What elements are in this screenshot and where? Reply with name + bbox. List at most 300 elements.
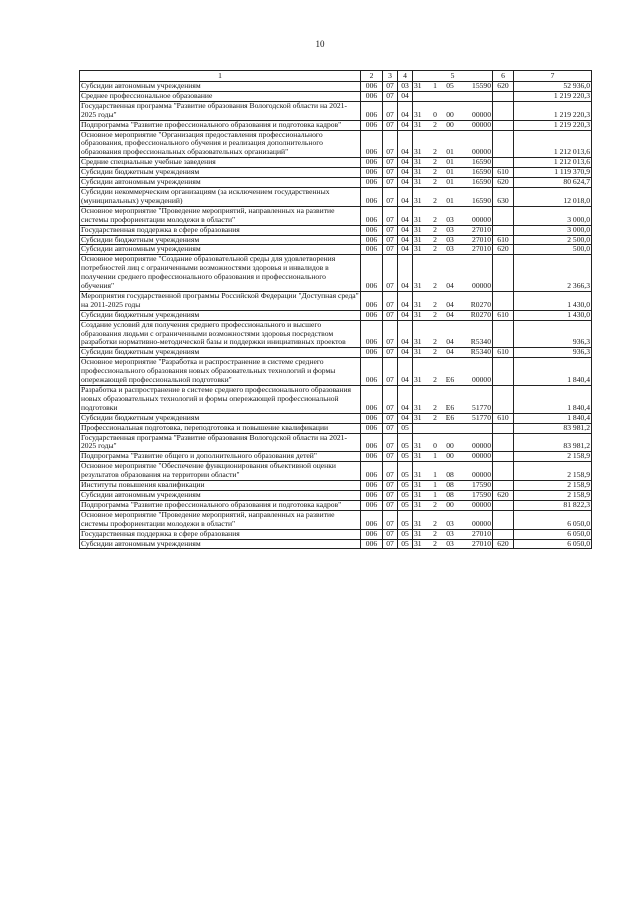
- target-article-parts: [414, 348, 491, 357]
- expense-type-code: 620: [493, 490, 514, 500]
- target-article-part: 2: [433, 244, 437, 254]
- target-article-part: 31: [414, 299, 422, 309]
- amount: 1 219 220,3: [514, 101, 592, 120]
- target-article-parts: [414, 121, 491, 130]
- target-article-code: [413, 245, 493, 255]
- item-name: Субсидии бюджетным учреждениям: [80, 235, 361, 245]
- table-row: [80, 500, 592, 510]
- department-code: 006: [361, 320, 383, 348]
- target-article-code: [413, 178, 493, 188]
- table-row: [80, 158, 592, 168]
- amount: 2 366,3: [514, 255, 592, 292]
- department-code: 006: [361, 235, 383, 245]
- expense-type-code: 620: [493, 178, 514, 188]
- column-number: 5: [413, 71, 493, 82]
- subsection-code: 04: [398, 291, 413, 310]
- target-article-part: 00000: [472, 147, 491, 157]
- expense-type-code: [493, 510, 514, 529]
- target-article-code: [413, 320, 493, 348]
- subsection-code: 04: [398, 225, 413, 235]
- target-article-part: 2: [433, 225, 437, 234]
- table-row: [80, 168, 592, 178]
- subsection-code: 04: [398, 101, 413, 120]
- target-article-part: 27010: [472, 244, 491, 254]
- section-code: 07: [383, 500, 398, 510]
- target-article-part: 31: [414, 310, 422, 319]
- target-article-parts: [414, 168, 491, 177]
- amount: 6 050,0: [514, 529, 592, 539]
- section-code: 07: [383, 178, 398, 188]
- target-article-parts: [414, 471, 491, 480]
- target-article-part: 08: [446, 470, 454, 480]
- target-article-parts: [414, 338, 491, 347]
- subsection-code: 05: [398, 500, 413, 510]
- section-code: 07: [383, 423, 398, 433]
- target-article-code: [413, 168, 493, 178]
- target-article-part: 31: [414, 451, 422, 461]
- target-article-part: 00000: [472, 120, 491, 129]
- section-code: 07: [383, 310, 398, 320]
- target-article-part: 04: [446, 281, 454, 291]
- item-name: Субсидии автономным учреждениям: [80, 539, 361, 549]
- department-code: 006: [361, 291, 383, 310]
- target-article-parts: [414, 158, 491, 167]
- item-name: Основное мероприятие "Обеспечение функционирования объективной оценки результатов образования на территории области": [80, 462, 361, 481]
- target-article-part: 05: [446, 81, 454, 90]
- target-article-code: [413, 91, 493, 101]
- table-row: [80, 433, 592, 452]
- target-article-part: 31: [414, 244, 422, 254]
- department-code: 006: [361, 500, 383, 510]
- department-code: 006: [361, 510, 383, 529]
- amount: 936,3: [514, 348, 592, 358]
- target-article-part: 04: [446, 299, 454, 309]
- target-article-part: 03: [446, 214, 454, 224]
- department-code: 006: [361, 386, 383, 414]
- target-article-code: [413, 423, 493, 433]
- target-article-part: R5340: [470, 337, 491, 347]
- target-article-part: 2: [433, 195, 437, 205]
- column-number: 4: [398, 71, 413, 82]
- target-article-code: [413, 130, 493, 158]
- target-article-parts: [414, 491, 491, 500]
- target-article-parts: [414, 178, 491, 187]
- subsection-code: 04: [398, 320, 413, 348]
- target-article-part: 31: [414, 214, 422, 224]
- expense-type-code: 630: [493, 187, 514, 206]
- target-article-part: 31: [414, 177, 422, 187]
- target-article-part: 17590: [472, 490, 491, 499]
- section-code: 07: [383, 529, 398, 539]
- target-article-code: [413, 386, 493, 414]
- amount: 52 936,0: [514, 82, 592, 92]
- table-row: [80, 101, 592, 120]
- subsection-code: 04: [398, 168, 413, 178]
- department-code: 006: [361, 120, 383, 130]
- target-article-code: [413, 539, 493, 549]
- department-code: 006: [361, 490, 383, 500]
- target-article-code: [413, 510, 493, 529]
- target-article-part: 2: [433, 281, 437, 291]
- item-name: Государственная программа "Развитие образования Вологодской области на 2021-2025 годы": [80, 433, 361, 452]
- target-article-part: 2: [433, 539, 437, 548]
- amount: 1 212 013,6: [514, 130, 592, 158]
- table-row: [80, 490, 592, 500]
- target-article-part: 0: [433, 109, 437, 119]
- target-article-part: 16590: [472, 157, 491, 167]
- target-article-code: [413, 120, 493, 130]
- item-name: Подпрограмма "Развитие общего и дополнительного образования детей": [80, 452, 361, 462]
- target-article-part: 27010: [472, 235, 491, 244]
- item-name: Мероприятия государственной программы Российской Федерации "Доступная среда" на 2011-2025 годы: [81, 291, 359, 309]
- subsection-code: 04: [398, 178, 413, 188]
- department-code: 006: [361, 423, 383, 433]
- table-row: [80, 358, 592, 386]
- target-article-part: 00000: [472, 375, 491, 385]
- target-article-part: 00000: [472, 470, 491, 480]
- target-article-parts: [414, 245, 491, 254]
- column-number: 2: [361, 71, 383, 82]
- column-number: 6: [493, 71, 514, 82]
- column-number-row: [80, 71, 592, 82]
- table-row: [80, 225, 592, 235]
- subsection-code: 04: [398, 120, 413, 130]
- target-article-part: 2: [433, 500, 437, 509]
- amount: 80 624,7: [514, 178, 592, 188]
- department-code: 006: [361, 225, 383, 235]
- subsection-code: 04: [398, 245, 413, 255]
- subsection-code: 04: [398, 255, 413, 292]
- table-row: [80, 413, 592, 423]
- target-article-part: 2: [433, 337, 437, 347]
- expense-type-code: [493, 433, 514, 452]
- item-name: Субсидии автономным учреждениям: [80, 178, 361, 188]
- section-code: 07: [383, 348, 398, 358]
- target-article-part: 00: [446, 451, 454, 461]
- target-article-code: [413, 255, 493, 292]
- department-code: 006: [361, 348, 383, 358]
- subsection-code: 04: [398, 358, 413, 386]
- target-article-part: 16590: [472, 177, 491, 187]
- item-name: Субсидии автономным учреждениям: [80, 490, 361, 500]
- target-article-parts: [414, 282, 491, 291]
- table-row: [80, 539, 592, 549]
- amount: 81 822,3: [514, 500, 592, 510]
- target-article-part: 31: [414, 120, 422, 129]
- amount: 1 119 370,9: [514, 168, 592, 178]
- target-article-part: 00: [446, 120, 454, 129]
- table-row: [80, 235, 592, 245]
- target-article-parts: [414, 520, 491, 529]
- amount: 2 158,9: [514, 490, 592, 500]
- target-article-part: 2: [433, 518, 437, 528]
- section-code: 07: [383, 452, 398, 462]
- expense-type-code: [493, 358, 514, 386]
- table-row: [80, 348, 592, 358]
- section-code: 07: [383, 433, 398, 452]
- section-code: 07: [383, 358, 398, 386]
- table-row: [80, 178, 592, 188]
- amount: 3 000,0: [514, 206, 592, 225]
- target-article-part: 01: [446, 157, 454, 167]
- target-article-part: 31: [414, 81, 422, 90]
- department-code: 006: [361, 82, 383, 92]
- target-article-code: [413, 462, 493, 481]
- target-article-part: 00000: [472, 214, 491, 224]
- target-article-code: [413, 490, 493, 500]
- target-article-part: 31: [414, 413, 422, 422]
- target-article-part: 31: [414, 281, 422, 291]
- target-article-code: [413, 433, 493, 452]
- target-article-part: 01: [446, 167, 454, 177]
- target-article-parts: [414, 197, 491, 206]
- section-code: 07: [383, 187, 398, 206]
- target-article-code: [413, 358, 493, 386]
- table-row: [80, 291, 592, 310]
- target-article-part: 31: [414, 167, 422, 177]
- subsection-code: 04: [398, 348, 413, 358]
- target-article-code: [413, 500, 493, 510]
- target-article-code: [413, 348, 493, 358]
- subsection-code: 04: [398, 130, 413, 158]
- target-article-part: 27010: [472, 539, 491, 548]
- target-article-part: 01: [446, 147, 454, 157]
- amount: 936,3: [514, 320, 592, 348]
- target-article-part: 03: [446, 225, 454, 234]
- target-article-part: 00: [446, 109, 454, 119]
- table-row: [80, 462, 592, 481]
- expense-type-code: 620: [493, 82, 514, 92]
- item-name: Подпрограмма "Развитие профессионального образования и подготовка кадров": [80, 500, 361, 510]
- amount: 2 500,0: [514, 235, 592, 245]
- target-article-part: 2: [433, 147, 437, 157]
- target-article-part: 03: [446, 244, 454, 254]
- expense-type-code: 610: [493, 413, 514, 423]
- target-article-code: [413, 101, 493, 120]
- target-article-code: [413, 235, 493, 245]
- subsection-code: 05: [398, 529, 413, 539]
- item-name: Среднее профессиональное образование: [80, 91, 361, 101]
- target-article-part: 2: [433, 529, 437, 538]
- department-code: 006: [361, 462, 383, 481]
- subsection-code: 05: [398, 481, 413, 491]
- expense-type-code: 620: [493, 245, 514, 255]
- target-article-part: 01: [446, 195, 454, 205]
- target-article-part: 0: [433, 441, 437, 451]
- amount: 3 000,0: [514, 225, 592, 235]
- amount: 1 219 220,3: [514, 91, 592, 101]
- target-article-part: E6: [445, 375, 455, 385]
- target-article-parts: [414, 148, 491, 157]
- target-article-part: 2: [433, 120, 437, 129]
- section-code: 07: [383, 225, 398, 235]
- amount: 6 050,0: [514, 539, 592, 549]
- target-article-part: 31: [414, 157, 422, 167]
- target-article-part: 31: [414, 490, 422, 499]
- target-article-part: 04: [446, 310, 454, 319]
- department-code: 006: [361, 158, 383, 168]
- target-article-part: 1: [433, 470, 437, 480]
- department-code: 006: [361, 168, 383, 178]
- target-article-part: 1: [433, 451, 437, 461]
- amount: 6 050,0: [514, 510, 592, 529]
- target-article-parts: [414, 82, 491, 91]
- target-article-part: 00: [446, 441, 454, 451]
- amount: 2 158,9: [514, 462, 592, 481]
- target-article-part: 2: [433, 413, 437, 422]
- subsection-code: 04: [398, 206, 413, 225]
- subsection-code: 04: [398, 310, 413, 320]
- target-article-part: 31: [414, 347, 422, 357]
- table-row: [80, 310, 592, 320]
- target-article-parts: [414, 452, 491, 461]
- department-code: 006: [361, 413, 383, 423]
- section-code: 07: [383, 82, 398, 92]
- amount: 2 158,9: [514, 452, 592, 462]
- amount: 1 212 013,6: [514, 158, 592, 168]
- target-article-part: 2: [433, 310, 437, 319]
- item-name: Основное мероприятие "Разработка и распространение в системе среднего профессионального образования новых образовательных технологий и формы опережающей профессиональной подготовки": [80, 358, 361, 386]
- amount: 1 840,4: [514, 386, 592, 414]
- expense-type-code: 610: [493, 348, 514, 358]
- target-article-part: R5340: [470, 347, 491, 357]
- amount: 83 981,2: [514, 433, 592, 452]
- target-article-part: 03: [446, 529, 454, 538]
- section-code: 07: [383, 386, 398, 414]
- department-code: 006: [361, 130, 383, 158]
- target-article-part: 2: [433, 375, 437, 385]
- target-article-part: 27010: [472, 529, 491, 538]
- subsection-code: 05: [398, 452, 413, 462]
- subsection-code: 05: [398, 510, 413, 529]
- department-code: 006: [361, 206, 383, 225]
- item-name: Субсидии бюджетным учреждениям: [80, 310, 361, 320]
- item-name: Государственная программа "Развитие образования Вологодской области на 2021-2025 годы": [80, 101, 361, 120]
- expense-type-code: 610: [493, 168, 514, 178]
- target-article-part: 1: [433, 81, 437, 90]
- item-name: Государственная поддержка в сфере образования: [80, 225, 361, 235]
- target-article-parts: [414, 540, 491, 549]
- table-row: [80, 320, 592, 348]
- expense-type-code: 610: [493, 310, 514, 320]
- target-article-code: [413, 481, 493, 491]
- table-body: [80, 71, 592, 549]
- target-article-part: 00000: [472, 109, 491, 119]
- table-row: [80, 386, 592, 414]
- section-code: 07: [383, 320, 398, 348]
- subsection-code: 04: [398, 158, 413, 168]
- column-number: 1: [80, 71, 361, 82]
- section-code: 07: [383, 120, 398, 130]
- section-code: 07: [383, 490, 398, 500]
- target-article-part: 31: [414, 539, 422, 548]
- target-article-code: [413, 452, 493, 462]
- target-article-part: 31: [414, 195, 422, 205]
- item-name: Институты повышения квалификации: [80, 481, 361, 491]
- subsection-code: 04: [398, 413, 413, 423]
- target-article-part: 01: [446, 177, 454, 187]
- expense-type-code: [493, 481, 514, 491]
- table-row: [80, 510, 592, 529]
- amount: 2 158,9: [514, 481, 592, 491]
- expense-type-code: [493, 386, 514, 414]
- expense-type-code: [493, 462, 514, 481]
- section-code: 07: [383, 101, 398, 120]
- column-number: 3: [383, 71, 398, 82]
- target-article-part: 16590: [472, 195, 491, 205]
- table-row: [80, 423, 592, 433]
- target-article-part: 31: [414, 147, 422, 157]
- table-row: [80, 245, 592, 255]
- target-article-part: 2: [433, 347, 437, 357]
- expense-type-code: [493, 452, 514, 462]
- target-article-part: 08: [446, 480, 454, 490]
- expense-type-code: [493, 500, 514, 510]
- target-article-code: [413, 82, 493, 92]
- department-code: 006: [361, 101, 383, 120]
- amount: 1 219 220,3: [514, 120, 592, 130]
- target-article-part: 00000: [472, 281, 491, 291]
- item-name: Основное мероприятие "Организация предоставления профессионального образования, профессионального обучения и реализация дополнительного образования профессиональных образовательных организаций": [80, 130, 361, 158]
- section-code: 07: [383, 481, 398, 491]
- target-article-part: 31: [414, 337, 422, 347]
- table-row: [80, 452, 592, 462]
- target-article-parts: [414, 530, 491, 539]
- target-article-part: 2: [433, 402, 437, 412]
- item-name: Субсидии бюджетным учреждениям: [80, 413, 361, 423]
- target-article-parts: [414, 442, 491, 451]
- target-article-code: [413, 310, 493, 320]
- budget-table: [79, 70, 592, 549]
- expense-type-code: 610: [493, 235, 514, 245]
- expense-type-code: [493, 91, 514, 101]
- department-code: 006: [361, 358, 383, 386]
- target-article-code: [413, 158, 493, 168]
- section-code: 07: [383, 291, 398, 310]
- target-article-code: [413, 225, 493, 235]
- target-article-code: [413, 291, 493, 310]
- target-article-parts: [414, 404, 491, 413]
- section-code: 07: [383, 245, 398, 255]
- target-article-part: R0270: [470, 299, 491, 309]
- target-article-parts: [414, 414, 491, 423]
- item-name: Субсидии автономным учреждениям: [80, 245, 361, 255]
- target-article-part: 17590: [472, 480, 491, 490]
- expense-type-code: [493, 158, 514, 168]
- target-article-parts: [414, 301, 491, 310]
- expense-type-code: [493, 291, 514, 310]
- subsection-code: 04: [398, 91, 413, 101]
- subsection-code: 04: [398, 386, 413, 414]
- target-article-code: [413, 529, 493, 539]
- target-article-part: 2: [433, 157, 437, 167]
- table-row: [80, 82, 592, 92]
- target-article-code: [413, 206, 493, 225]
- target-article-part: 03: [446, 235, 454, 244]
- section-code: 07: [383, 158, 398, 168]
- table-row: [80, 91, 592, 101]
- expense-type-code: [493, 255, 514, 292]
- department-code: 006: [361, 187, 383, 206]
- item-name: Подпрограмма "Развитие профессионального образования и подготовка кадров": [80, 120, 361, 130]
- item-name: Основное мероприятие "Создание образовательной среды для удовлетворения потребностей лиц с ограниченными возможностями здоровья и инвалидов в получении среднего профессионального образования и профессионального обучения": [80, 255, 361, 292]
- target-article-parts: [414, 376, 491, 385]
- target-article-part: 2: [433, 214, 437, 224]
- section-code: 07: [383, 255, 398, 292]
- target-article-part: 2: [433, 177, 437, 187]
- target-article-part: 31: [414, 470, 422, 480]
- target-article-code: [413, 413, 493, 423]
